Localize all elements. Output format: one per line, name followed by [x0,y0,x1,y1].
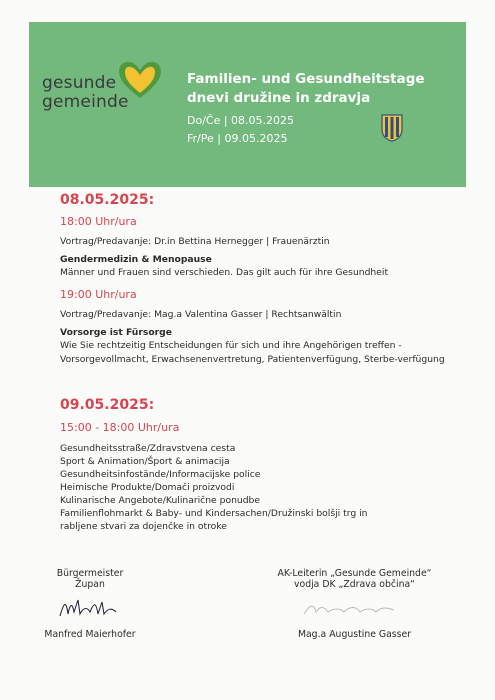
day1-session2-topic: Vorsorge ist Fürsorge [60,327,172,338]
title-line-2: dnevi družine in zdravja [187,90,371,106]
title-line-1: Familien- und Gesundheitstage [187,71,425,87]
day1-session1-time: 18:00 Uhr/ura [60,215,137,228]
list-item: Heimische Produkte/Domači proizvodi [60,482,235,493]
day2-time: 15:00 - 18:00 Uhr/ura [60,421,180,434]
date-line-2: Fr/Pe | 09.05.2025 [187,132,288,145]
list-item: Gesundheitsstraße/Zdravstvena cesta [60,443,236,454]
leader-role-de: AK-Leiterin „Gesunde Gemeinde“ [277,568,432,579]
event-dates [187,112,294,148]
day1-session1-topic: Gendermedizin & Menopause [60,254,212,265]
speaker-name: Mag.a Valentina Gasser | Rechtsanwältin [151,309,342,320]
logo-line-1: gesunde [42,73,117,93]
day1-session2-description: Wie Sie rechtzeitig Entscheidungen für sich und ihre Angehörigen treffen - Vorsorgevollmacht, Erwachsenenvertretung, Patientenverfügung, Sterbe-verfügung [60,340,445,365]
day1-session1-speaker [60,235,330,248]
day1-session2-time: 19:00 Uhr/ura [60,288,137,301]
logo-line-2: gemeinde [42,92,129,112]
speaker-label: Vortrag/Predavanje: [60,309,152,320]
mayor-role-sl: Župan [75,579,105,590]
heart-logo-icon [117,60,163,100]
list-item: Gesundheitsinfostände/Informacijske police [60,469,261,480]
leader-name: Mag.a Augustine Gasser [297,629,412,640]
right-signature-block [262,568,447,590]
day1-session1-description: Männer und Frauen sind verschieden. Das gilt auch für ihre Gesundheit [60,267,389,278]
left-signature-block [40,568,140,590]
speaker-label: Vortrag/Predavanje: [60,236,152,247]
list-item: rabljene stvari za dojenčke in otroke [60,521,227,532]
list-item: Kulinarische Angebote/Kulinarične ponudbe [60,495,261,506]
day1-date: 08.05.2025: [60,192,155,208]
mayor-name: Manfred Maierhofer [44,629,136,640]
day1-session2-speaker [60,308,341,321]
list-item: Familienflohmarkt & Baby- und Kindersachen/Družinski bolšji trg in [60,508,368,519]
leader-signature-icon [300,600,400,618]
leader-role-sl: vodja DK „Zdrava občina“ [294,579,415,590]
date-line-1: Do/Če | 08.05.2025 [187,114,295,127]
gesunde-gemeinde-logo [42,74,129,112]
list-item: Sport & Animation/Šport & animacija [60,456,230,467]
mayor-signature-icon [56,596,124,620]
mayor-role-de: Bürgermeister [56,568,124,579]
day2-date: 09.05.2025: [60,397,155,413]
event-title [187,70,425,108]
municipality-crest-icon [381,114,403,142]
speaker-name: Dr.in Bettina Hernegger | Frauenärztin [151,236,330,247]
